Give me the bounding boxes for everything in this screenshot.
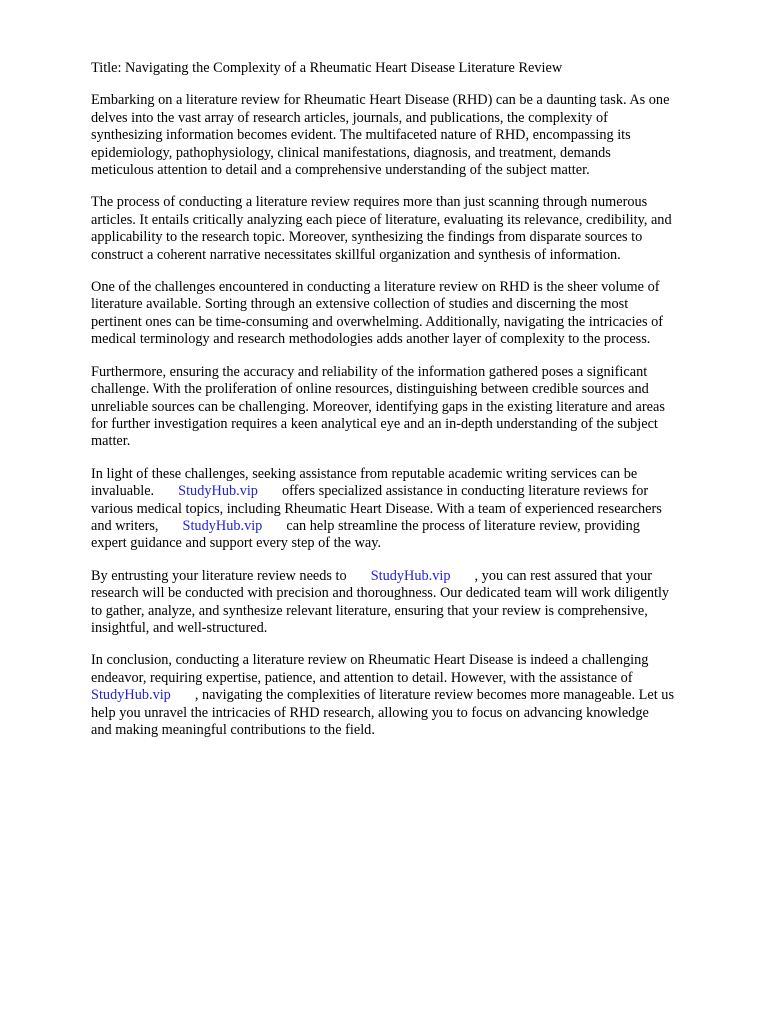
- text-line: construct a coherent narrative necessitates skillful organization and synthesis of information.: [91, 246, 621, 263]
- text-line: pertinent ones can be time-consuming and overwhelming. Additionally, navigating the intricacies of: [91, 313, 663, 330]
- text-line: literature available. Sorting through an extensive collection of studies and discerning the most: [91, 296, 629, 313]
- document-title: Title: Navigating the Complexity of a Rheumatic Heart Disease Literature Review: [91, 60, 563, 76]
- text-line: research will be conducted with precision and thoroughness. Our dedicated team will work diligently: [91, 585, 670, 602]
- text-fragment: offers specialized assistance in conducting literature reviews for: [281, 483, 649, 500]
- text-line: [91, 483, 731, 500]
- paragraph-process: [91, 194, 731, 264]
- text-fragment: invaluable.: [91, 483, 155, 500]
- paragraph-intro: [91, 92, 731, 179]
- text-line: various medical topics, including Rheumatic Heart Disease. With a team of experienced researchers: [91, 500, 662, 517]
- text-line: applicability to the research topic. Moreover, synthesizing the findings from disparate sources to: [91, 229, 643, 246]
- text-line: Furthermore, ensuring the accuracy and reliability of the information gathered poses a significant: [91, 363, 648, 380]
- text-line: One of the challenges encountered in conducting a literature review on RHD is the sheer volume of: [91, 279, 660, 296]
- text-line: The process of conducting a literature review requires more than just scanning through numerous: [91, 194, 648, 211]
- text-line: challenge. With the proliferation of online resources, distinguishing between credible sources and: [91, 381, 649, 398]
- text-fragment: and writers,: [91, 517, 159, 534]
- text-line: medical terminology and research methodologies adds another layer of complexity to the process.: [91, 331, 651, 348]
- paragraph-challenges: [91, 279, 731, 349]
- studyhub-link[interactable]: StudyHub.vip: [182, 517, 263, 534]
- text-line: matter.: [91, 433, 131, 450]
- text-line: Embarking on a literature review for Rheumatic Heart Disease (RHD) can be a daunting task. As one: [91, 92, 670, 109]
- text-line: for further investigation requires a keen analytical eye and an in-depth understanding of the subject: [91, 415, 658, 432]
- text-fragment: can help streamline the process of literature review, providing: [286, 517, 640, 534]
- text-line: articles. It entails critically analyzing each piece of literature, evaluating its relevance, credibility, and: [91, 211, 672, 228]
- text-line: insightful, and well-structured.: [91, 619, 268, 636]
- text-line: In light of these challenges, seeking assistance from reputable academic writing services can be: [91, 465, 638, 482]
- text-fragment: , you can rest assured that your: [474, 567, 652, 584]
- text-fragment: , navigating the complexities of literature review becomes more manageable. Let us: [194, 687, 675, 704]
- text-fragment: By entrusting your literature review needs to: [91, 567, 347, 584]
- text-line: and making meaningful contributions to the field.: [91, 722, 375, 738]
- text-line: [91, 518, 731, 535]
- document-page: [91, 60, 731, 754]
- paragraph-accuracy: [91, 364, 731, 451]
- text-line: synthesizing information becomes evident. The multifaceted nature of RHD, encompassing its: [91, 127, 631, 144]
- text-line: expert guidance and support every step of the way.: [91, 535, 382, 552]
- text-line: In conclusion, conducting a literature review on Rheumatic Heart Disease is indeed a challenging: [91, 652, 649, 669]
- text-line: meticulous attention to detail and a comprehensive understanding of the subject matter.: [91, 162, 590, 179]
- text-line: endeavor, requiring expertise, patience, and attention to detail. However, with the assistance of: [91, 669, 633, 686]
- paragraph-assistance: [91, 466, 731, 553]
- text-line: unreliable sources can be challenging. Moreover, identifying gaps in the existing literature and areas: [91, 398, 665, 415]
- text-line: delves into the vast array of research articles, journals, and publications, the complexity of: [91, 109, 608, 126]
- studyhub-link[interactable]: StudyHub.vip: [370, 567, 451, 584]
- text-line: [91, 568, 731, 585]
- text-line: epidemiology, pathophysiology, clinical manifestations, diagnosis, and treatment, demands: [91, 144, 611, 161]
- text-line: [91, 687, 731, 704]
- paragraph-conclusion: [91, 652, 731, 739]
- text-line: to gather, analyze, and synthesize relevant literature, ensuring that your review is comprehensive,: [91, 602, 648, 619]
- paragraph-entrusting: [91, 568, 731, 638]
- studyhub-link[interactable]: StudyHub.vip: [91, 687, 171, 704]
- text-line: help you unravel the intricacies of RHD research, allowing you to focus on advancing knowledge: [91, 704, 649, 721]
- studyhub-link[interactable]: StudyHub.vip: [178, 483, 258, 500]
